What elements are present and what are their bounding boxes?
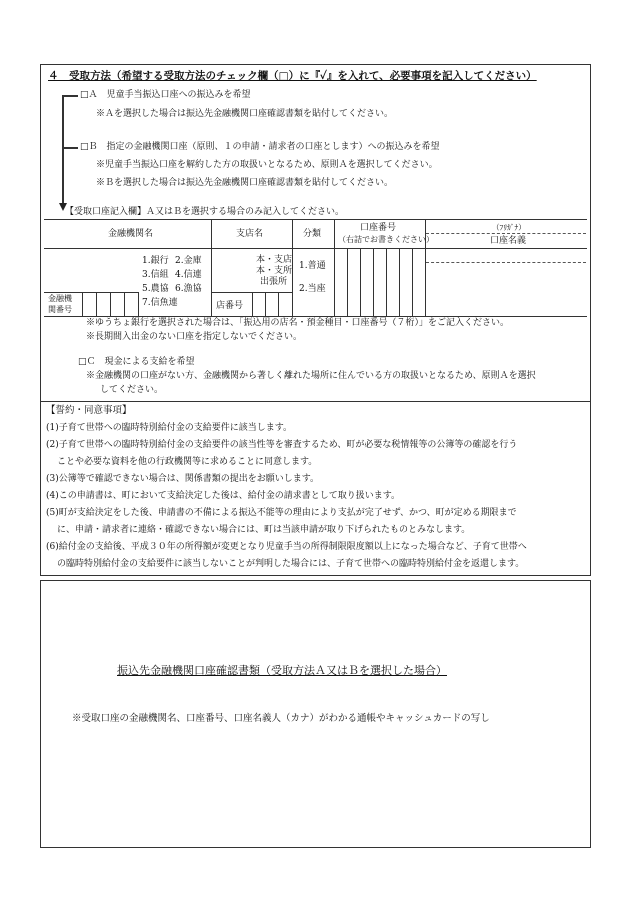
attachment-note: ※受取口座の金融機関名、口座番号、口座名義人（カナ）がわかる通帳やキャッシュカードの写し: [72, 713, 490, 724]
bank-code-label: 関番号: [48, 305, 72, 314]
yucho-note: ※ゆうちょ銀行を選択された場合は、「振込用の店名・預金種目・口座番号（７桁）」をご記入ください。: [86, 318, 510, 328]
pledge-item: に、申請・請求者に連絡・確認できない場合には、町は当該申請が取り下げられたものとみなします。: [57, 525, 471, 535]
account-caption: 【受取口座記入欄】Ａ又はＢを選択する場合のみ記入してください。: [65, 207, 345, 217]
option-b-note1: ※児童手当振込口座を解約した方の取扱いとなるため、原則Ａを選択してください。: [96, 160, 438, 170]
pledge-item: (2)子育て世帯への臨時特別給付金の支給要件の該当性等を審査するため、町が必要な税情報等の公簿等の確認を行う: [46, 440, 518, 450]
bank-type: 6.漁協: [175, 284, 202, 294]
pledge-item: (5)町が支給決定をした後、申請書の不備による振込不能等の理由により支払が完了せず、かつ、町が定める期限まで: [46, 508, 517, 518]
option-c-note1: ※金融機関の口座がない方、金融機関から著しく離れた場所に住んでいる方の取扱いとなるため、原則Ａを選択: [86, 371, 536, 381]
option-b-checkbox[interactable]: □Ｂ 指定の金融機関口座（原則、１の申請・請求者の口座とします）への振込みを希望: [80, 142, 440, 152]
option-b-note2: ※Ｂを選択した場合は振込先金融機関口座確認書類を貼付してください。: [96, 178, 394, 188]
header-furigana: （ﾌﾘｶﾞﾅ）: [492, 223, 526, 232]
tree-connector: [62, 147, 78, 149]
header-account-number: 口座番号: [360, 223, 397, 233]
option-c-note2: してください。: [100, 385, 164, 395]
option-c-checkbox[interactable]: □Ｃ 現金による支給を希望: [78, 357, 195, 367]
branch-type: 出張所: [260, 277, 288, 287]
long-term-note: ※長期間入出金のない口座を指定しないでください。: [86, 332, 303, 342]
bank-type: 2.金庫: [175, 256, 202, 266]
bank-type: 1.銀行: [142, 256, 169, 266]
pledge-item: ことや必要な資料を他の行政機関等に求めることに同意します。: [57, 457, 318, 467]
header-bank-name: 金融機関名: [108, 229, 154, 239]
category-option[interactable]: 1.普通: [299, 261, 326, 271]
bank-type: 7.信魚連: [142, 298, 178, 308]
header-branch-name: 支店名: [236, 229, 264, 239]
bank-type: 3.信組: [142, 270, 169, 280]
pledge-title: 【誓約・同意事項】: [46, 405, 132, 416]
pledge-item: (1)子育て世帯への臨時特別給付金の支給要件に該当します。: [46, 423, 293, 433]
account-table: [44, 219, 587, 317]
section4-heading: ４ 受取方法（希望する受取方法のチェック欄（□）に『✓』を入れて、必要事項を記入してください）: [48, 70, 537, 82]
header-holder: 口座名義: [490, 236, 527, 246]
attachment-title: 振込先金融機関口座確認書類（受取方法Ａ又はＢを選択した場合）: [117, 664, 447, 677]
tree-connector: [62, 95, 64, 205]
pledge-item: (6)給付金の支給後、平成３０年の所得額が変更となり児童手当の所得制限限度額以上になった場合など、子育て世帯へ: [46, 542, 527, 552]
option-a-checkbox[interactable]: □Ａ 児童手当振込口座への振込みを希望: [80, 90, 251, 100]
branch-code-label: 店番号: [216, 301, 244, 311]
header-account-number-sub: （右詰でお書きください）: [338, 235, 434, 244]
holder-name-field[interactable]: [426, 248, 586, 316]
bank-code-label: 金融機: [48, 294, 72, 303]
category-option[interactable]: 2.当座: [299, 284, 326, 294]
tree-connector: [62, 95, 78, 97]
option-a-note: ※Ａを選択した場合は振込先金融機関口座確認書類を貼付してください。: [96, 109, 394, 119]
section-divider: [40, 401, 591, 402]
header-category: 分類: [303, 229, 322, 239]
pledge-item: (3)公簿等で確認できない場合は、関係書類の提出をお願いします。: [46, 474, 320, 484]
bank-type: 4.信連: [175, 270, 202, 280]
pledge-item: (4)この申請書は、町において支給決定した後は、給付金の請求書として取り扱います。: [46, 491, 401, 501]
branch-type: 本・支所: [256, 266, 293, 276]
pledge-item: の臨時特別給付金の支給要件に該当しないことが判明した場合には、子育て世帯への臨時特別給付金を返還します。: [57, 559, 525, 569]
branch-type: 本・支店: [256, 255, 293, 265]
bank-type: 5.農協: [142, 284, 169, 294]
